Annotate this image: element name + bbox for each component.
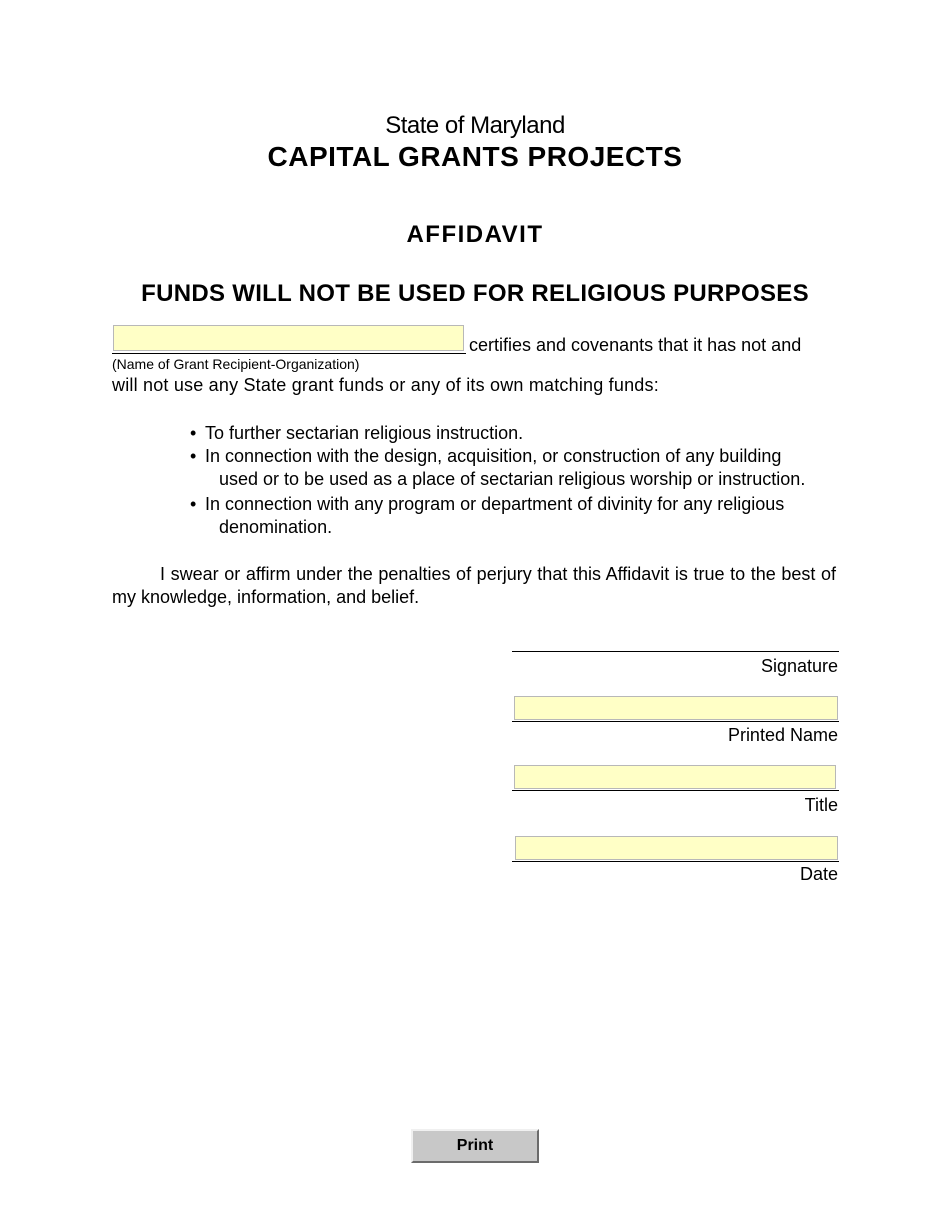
- program-title: CAPITAL GRANTS PROJECTS: [267, 141, 683, 172]
- bullet-icon: •: [190, 446, 197, 466]
- date-underline: [512, 861, 839, 862]
- grant-recipient-name-field[interactable]: [113, 325, 464, 351]
- grant-recipient-underline: [112, 353, 466, 354]
- list-item-text-continued: used or to be used as a place of sectarian religious worship or instruction.: [219, 469, 806, 489]
- document-type-heading: AFFIDAVIT: [406, 221, 544, 248]
- state-title: State of Maryland: [385, 112, 565, 139]
- intro-continuation: will not use any State grant funds or any of its own matching funds:: [112, 375, 659, 395]
- title-field[interactable]: [514, 765, 836, 789]
- list-item-text: In connection with the design, acquisition, or construction of any building: [205, 446, 782, 466]
- printed-name-label: Printed Name: [727, 725, 838, 745]
- list-item-text-continued: denomination.: [219, 517, 333, 537]
- list-item: [190, 445, 840, 491]
- list-item: [190, 493, 840, 539]
- printed-name-underline: [512, 721, 839, 722]
- date-label: Date: [799, 864, 838, 884]
- bullet-icon: •: [190, 423, 197, 443]
- affidavit-heading: FUNDS WILL NOT BE USED FOR RELIGIOUS PURPOSES: [141, 280, 809, 307]
- bullet-icon: •: [190, 494, 197, 514]
- signature-line: [512, 651, 839, 652]
- signature-label: Signature: [760, 656, 838, 676]
- title-underline: [512, 790, 839, 791]
- title-label: Title: [804, 795, 838, 815]
- date-field[interactable]: [515, 836, 838, 860]
- list-item: [190, 422, 840, 445]
- printed-name-field[interactable]: [514, 696, 838, 720]
- oath-paragraph: I swear or affirm under the penalties of perjury that this Affidavit is true to the best of my knowledge, information, and belief.: [112, 564, 836, 607]
- certify-text: certifies and covenants that it has not and: [469, 335, 802, 355]
- print-button[interactable]: Print: [411, 1129, 539, 1163]
- list-item-text: To further sectarian religious instruction.: [205, 423, 524, 443]
- list-item-text: In connection with any program or department of divinity for any religious: [205, 494, 785, 514]
- grant-recipient-caption: (Name of Grant Recipient-Organization): [112, 356, 360, 372]
